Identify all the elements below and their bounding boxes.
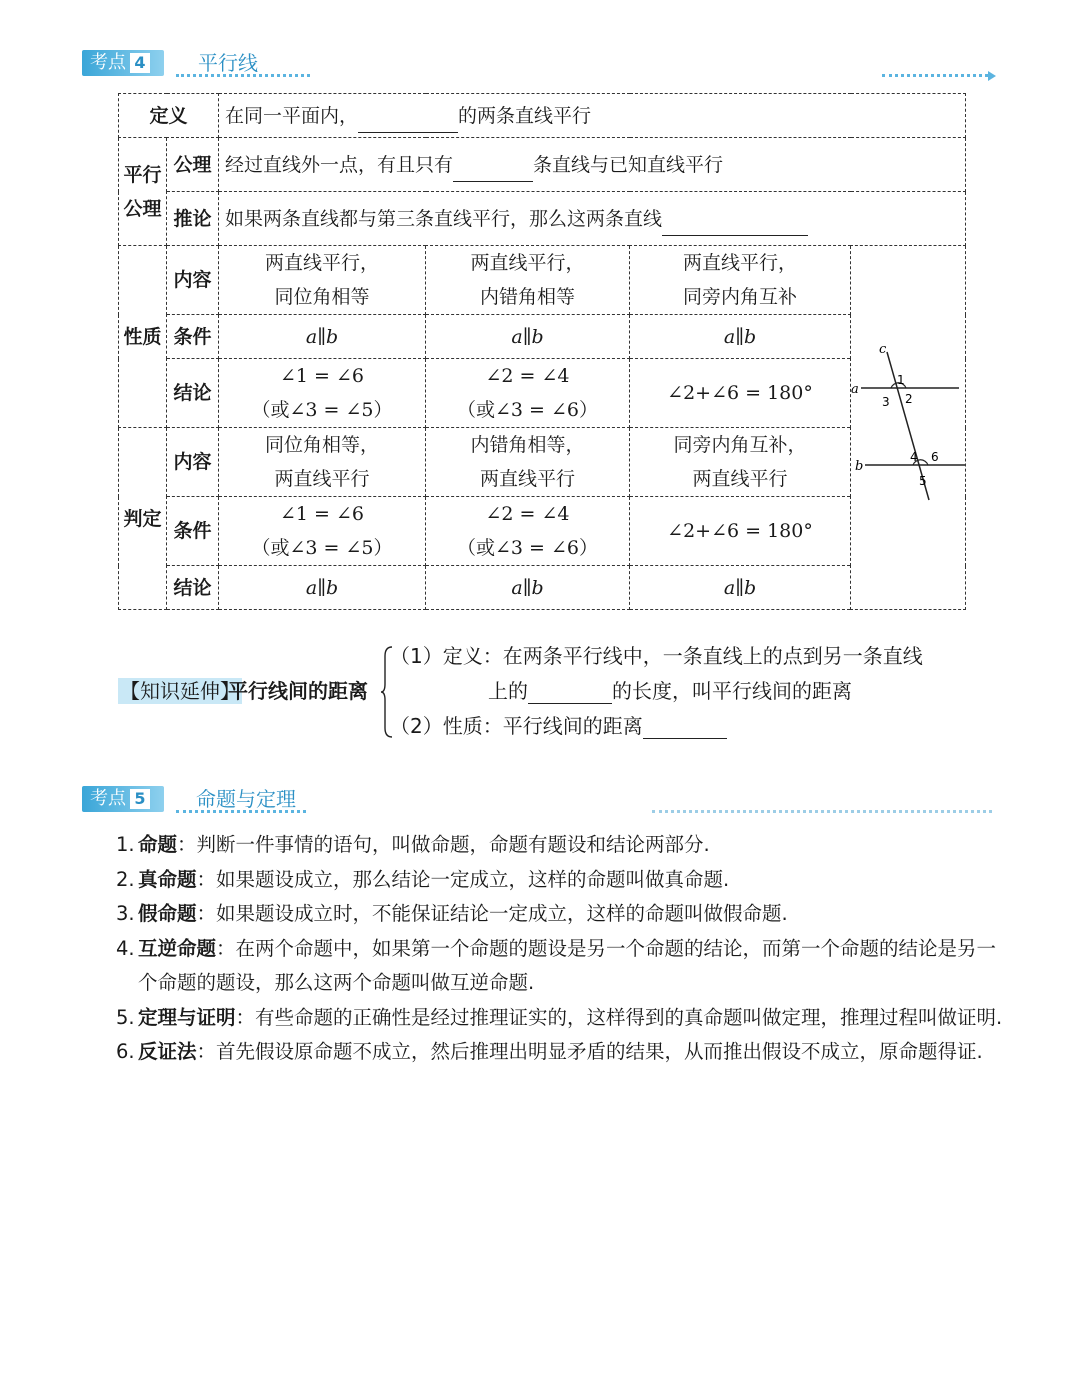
criteria-conclusion-cell: a∥b <box>426 566 630 610</box>
badge-number: 5 <box>130 789 150 809</box>
criteria-conclusion-cell: a∥b <box>219 566 426 610</box>
cell-line: 两直线平行 <box>480 468 576 490</box>
cell-line: （或∠3 = ∠5） <box>251 537 393 559</box>
figure-cell <box>851 246 966 610</box>
divider <box>176 810 306 813</box>
cell-line: 两直线平行， <box>265 252 380 274</box>
item-number: 2. <box>116 867 135 891</box>
parallel-lines-table <box>118 93 966 610</box>
property-conclusion-cell <box>219 359 426 428</box>
cell-line: 同位角相等 <box>274 286 370 308</box>
badge-label: 考点 <box>90 52 126 73</box>
divider <box>652 810 992 813</box>
criteria-conclusion-label: 结论 <box>167 566 219 610</box>
criteria-content-cell <box>630 428 851 497</box>
item-text: ：如果题设成立，那么结论一定成立，这样的命题叫做真命题. <box>196 867 730 891</box>
property-content-cell <box>630 246 851 315</box>
proposition-list <box>116 828 1006 1070</box>
item-term: 反证法 <box>138 1040 197 1063</box>
cell-line: ∠2 = ∠4 <box>485 365 570 387</box>
extension-tag: 【知识延伸】 <box>120 679 240 703</box>
cell-line: 两直线平行， <box>470 252 585 274</box>
extension-line-3 <box>390 713 727 739</box>
definition-text <box>219 94 966 138</box>
definition-header: 定义 <box>119 94 219 138</box>
extension-line-2 <box>488 678 852 704</box>
axiom-text <box>219 138 966 192</box>
cell-line: ∠1 = ∠6 <box>280 365 365 387</box>
angle-label-3: 3 <box>882 395 890 409</box>
item-number: 6. <box>116 1040 135 1063</box>
section-badge <box>82 50 164 76</box>
cell-line: 两直线平行 <box>274 468 370 490</box>
item-number: 1. <box>116 833 135 856</box>
list-item <box>116 932 1006 1001</box>
cell-line: 内错角相等 <box>480 286 576 308</box>
cell-line: （或∠3 = ∠6） <box>457 399 599 421</box>
section-5-header <box>82 786 1002 812</box>
extension-line-2-after: 的长度，叫平行线间的距离 <box>612 679 852 703</box>
item-text: ：如果题设成立时，不能保证结论一定成立，这样的命题叫做假命题. <box>196 902 788 925</box>
axiom-header-text: 平行公理 <box>123 163 162 220</box>
blank <box>662 213 808 236</box>
item-term: 命题 <box>138 833 178 856</box>
criteria-header: 判定 <box>119 428 167 610</box>
property-condition-cell: a∥b <box>426 315 630 359</box>
item-text: ：有些命题的正确性是经过推理证实的，这样得到的真命题叫做定理，推理过程叫做证明. <box>235 1005 1003 1029</box>
cell-line: 内错角相等， <box>470 434 585 456</box>
property-condition-cell: a∥b <box>630 315 851 359</box>
item-text: ：判断一件事情的语句，叫做命题，命题有题设和结论两部分. <box>177 833 710 856</box>
item-term: 假命题 <box>138 902 197 925</box>
section-title: 平行线 <box>198 51 258 75</box>
extension-line-1: （1）定义：在两条平行线中，一条直线上的点到另一条直线 <box>390 644 923 668</box>
definition-text-after: 的两条直线平行 <box>458 104 592 127</box>
corollary-text <box>219 192 966 246</box>
cell-line: ∠2+∠6 = 180° <box>667 520 813 542</box>
section-4-header <box>82 50 1002 76</box>
blank <box>528 681 612 704</box>
item-number: 5. <box>116 1005 135 1029</box>
axiom-label: 公理 <box>167 138 219 192</box>
property-conclusion-cell <box>426 359 630 428</box>
definition-text-before: 在同一平面内， <box>225 104 359 127</box>
property-condition-cell: a∥b <box>219 315 426 359</box>
item-text: ：在两个命题中，如果第一个命题的题设是另一个命题的结论，而第一个命题的结论是另一个命题的题设，那么这两个命题叫做互逆命题. <box>138 936 997 994</box>
criteria-condition-cell <box>630 497 851 566</box>
parallel-lines-figure <box>851 252 966 592</box>
list-item <box>116 1035 1006 1070</box>
properties-content-label: 内容 <box>167 246 219 315</box>
criteria-condition-cell <box>426 497 630 566</box>
divider <box>882 74 988 77</box>
cell-line: ∠1 = ∠6 <box>280 503 365 525</box>
extension-line-2-before: 上的 <box>488 679 528 703</box>
list-item <box>116 828 1006 863</box>
angle-label-6: 6 <box>931 450 939 464</box>
badge-label: 考点 <box>90 788 126 809</box>
label-b: b <box>855 459 864 474</box>
item-term: 定理与证明 <box>138 1005 236 1029</box>
corollary-text-before: 如果两条直线都与第三条直线平行，那么这两条直线 <box>225 207 663 230</box>
criteria-content-cell <box>219 428 426 497</box>
blank <box>643 716 727 739</box>
angle-label-2: 2 <box>905 392 913 406</box>
cell-line: 同旁内角互补 <box>683 286 798 308</box>
criteria-condition-label: 条件 <box>167 497 219 566</box>
property-content-cell <box>219 246 426 315</box>
item-text: ：首先假设原命题不成立，然后推理出明显矛盾的结果，从而推出假设不成立，原命题得证. <box>196 1040 983 1063</box>
angle-label-4: 4 <box>910 450 918 464</box>
list-item <box>116 863 1006 898</box>
angle-label-1: 1 <box>897 373 905 387</box>
cell-line: （或∠3 = ∠5） <box>251 399 393 421</box>
properties-header: 性质 <box>119 246 167 428</box>
divider <box>176 74 310 77</box>
cell-line: ∠2+∠6 = 180° <box>667 382 813 404</box>
blank <box>358 110 458 133</box>
item-term: 真命题 <box>138 867 197 891</box>
corollary-label: 推论 <box>167 192 219 246</box>
list-item <box>116 1001 1006 1036</box>
cell-line: 两直线平行， <box>683 252 798 274</box>
cell-line: 同位角相等， <box>265 434 380 456</box>
angle-label-5: 5 <box>919 474 927 488</box>
section-badge <box>82 786 164 812</box>
axiom-text-after: 条直线与已知直线平行 <box>533 153 724 176</box>
list-item <box>116 897 1006 932</box>
extension-label: 平行线间的距离 <box>228 679 368 703</box>
knowledge-extension <box>118 640 1018 750</box>
properties-condition-label: 条件 <box>167 315 219 359</box>
item-number: 4. <box>116 936 135 960</box>
criteria-conclusion-cell: a∥b <box>630 566 851 610</box>
properties-conclusion-label: 结论 <box>167 359 219 428</box>
badge-number: 4 <box>130 53 150 73</box>
section-title: 命题与定理 <box>196 787 296 811</box>
cell-line: 同旁内角互补， <box>673 434 807 456</box>
property-conclusion-cell <box>630 359 851 428</box>
extension-line-3-text: （2）性质：平行线间的距离 <box>390 714 643 738</box>
cell-line: 两直线平行 <box>692 468 788 490</box>
label-a: a <box>851 382 859 397</box>
item-number: 3. <box>116 902 135 925</box>
property-content-cell <box>426 246 630 315</box>
axiom-header <box>119 138 167 246</box>
axiom-text-before: 经过直线外一点，有且只有 <box>225 153 454 176</box>
arrow-icon <box>988 71 996 81</box>
criteria-content-label: 内容 <box>167 428 219 497</box>
item-term: 互逆命题 <box>138 936 217 960</box>
criteria-condition-cell <box>219 497 426 566</box>
label-c: c <box>879 342 887 357</box>
criteria-content-cell <box>426 428 630 497</box>
blank <box>453 159 533 182</box>
cell-line: ∠2 = ∠4 <box>485 503 570 525</box>
cell-line: （或∠3 = ∠6） <box>457 537 599 559</box>
